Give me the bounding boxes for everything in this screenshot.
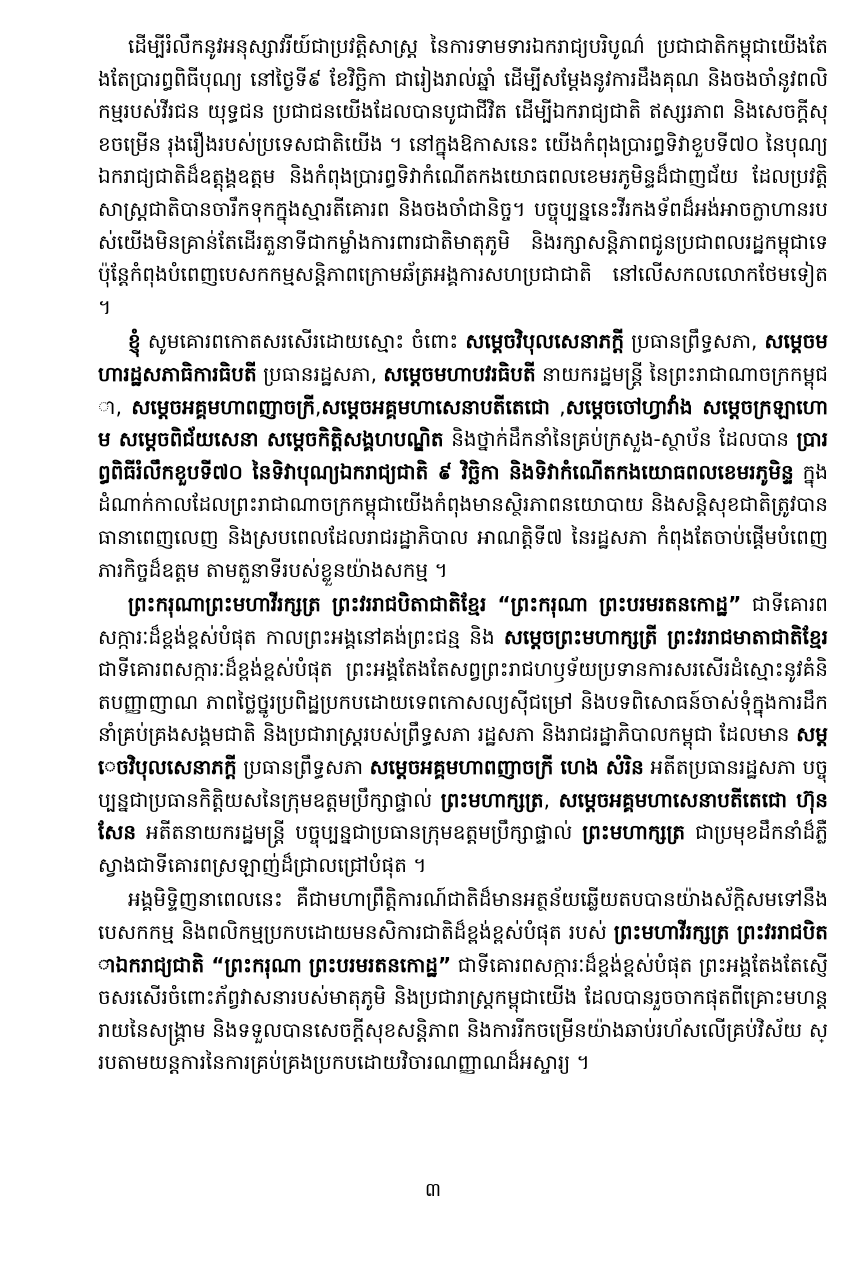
- text-segment: អង្គមិទ្ទិញនាពេលនេះ គឺជាមហាព្រឹត្តិការណ៍ជាតិដ៏មានអត្ថន័យឆ្លើយតបបានយ៉ាងស័ក្តិសមទៅនឹងបេសកកម្ម និងពលិកម្មប្រកបដោយមនសិការជាតិដ៏ខ្ពង់ខ្ពស់បំផុត របស់: [98, 887, 828, 945]
- text-segment: ជាទីគោរពសក្ការៈដ៏ខ្ពង់ខ្ពស់បំផុត កាលព្រះអង្គនៅគង់ព្រះជន្ម និង: [98, 592, 828, 649]
- text-segment: អតីតនាយករដ្ឋមន្ត្រី បច្ចុប្បន្នជាប្រធានក្រុមឧត្តមប្រឹក្សាផ្ទាល់: [136, 820, 583, 845]
- bold-text-segment: ព្រះករុណាព្រះមហាវីរក្សត្រ ព្រះវររាជបិតាជាតិខ្មែរ “ព្រះករុណា ព្រះបរមរតនកោដ្ឋ”: [128, 592, 742, 617]
- bold-text-segment: សម្តេចអគ្គមហាពញាចក្រី ហេង សំរិន: [369, 755, 644, 780]
- text-segment: ដើម្បីរំលឹកនូវអនុស្សាវរីយ៍ជាប្រវត្តិសាស្ត្រ នៃការទាមទារឯករាជ្យបរិបូណ៌ ប្រជាជាតិកម្ពុជាយើងតែងតែប្រារព្ធពិធីបុណ្យ នៅថ្ងៃទី៩ ខែវិច្ឆិកា ជារៀងរាល់ឆ្នាំ ដើម្បីសម្តែងនូវការដឹងគុណ និងចងចាំនូវពលិកម្មរបស់វីរជន យុទ្ធជន ប្រជាជនយើងដែលបានបូជាជីវិត ដើម្បីឯករាជ្យជាតិ ឥស្សរភាព និងសេចក្តីសុខចម្រើន រុងរឿងរបស់ប្រទេសជាតិយើង ។ នៅក្នុងឱកាសនេះ យើងកំពុងប្រារព្ធទិវាខួបទី៧០ នៃបុណ្យឯករាជ្យជាតិដ៏ឧត្តុង្គឧត្តម និងកំពុងប្រារព្ធទិវាកំណើតកងយោធពលខេមរភូមិន្ទដ៏ជាញជ័យ ដែលប្រវត្តិសាស្ត្រជាតិបានចារឹកទុកក្នុងស្មារតីគោរព និងចងចាំជានិច្ច។ បច្ចុប្បន្ននេះវីរកងទ័ពដ៏អង់អាចក្លាហានរបស់យើងមិនគ្រាន់តែដើរតួនាទីជាកម្លាំងការពារជាតិមាតុភូមិ និងរក្សាសន្តិភាពជូនប្រជាពលរដ្ឋកម្ពុជាទេ ប៉ុន្តែកំពុងបំពេញបេសកកម្មសន្តិភាពក្រោមឆ័ត្រអង្គការសហប្រជាជាតិ នៅលើសកលលោកថែមទៀត ។: [98, 34, 828, 319]
- bold-text-segment: សម្តេចចៅហ្វាវាំង សម្តេចក្រឡាហោម សម្តេចពិជ័យសេនា សម្តេចកិត្តិសង្គហបណ្ឌិត: [98, 394, 828, 452]
- text-segment: ក្នុងដំណាក់កាលដែលព្រះរាជាណាចក្រកម្ពុជាយើងកំពុងមានស្ថិរភាពនយោបាយ និងសន្តិសុខជាតិត្រូវបានធានាពេញលេញ និងស្របពេលដែលរាជរដ្ឋាភិបាល អាណត្តិទី៧ នៃរដ្ឋសភា កំពុងតែចាប់ផ្តើមបំពេញភារកិច្ចដ៏ឧត្តម តាមតួនាទីរបស់ខ្លួនយ៉ាងសកម្ម ។: [98, 459, 828, 582]
- bold-text-segment: សម្តេចអគ្គមហាសេនាបតីតេជោ ហ៊ុន សែន: [98, 787, 828, 845]
- bold-text-segment: ប្រារព្ធពិធីរំលឹកខួបទី៧០ នៃទិវាបុណ្យឯករាជ្យជាតិ ៩ វិច្ឆិកា និងទិវាកំណើតកងយោធពលខេមរភូមិន្ទ: [98, 427, 828, 484]
- bold-text-segment: សម្តេចព្រះមហាក្សត្រី ព្រះវររាជមាតាជាតិខ្មែរ: [503, 624, 828, 649]
- bold-text-segment: សម្តេចមហារដ្ឋសភាធិការធិបតី: [98, 329, 828, 386]
- page-number: ៣: [424, 1179, 442, 1201]
- text-segment: ,: [315, 394, 322, 419]
- bold-text-segment: សម្តេចវិបុលសេនាភក្តី: [465, 329, 625, 354]
- bold-text-segment: ព្រះមហាក្សត្រ: [440, 787, 544, 812]
- bold-text-segment: ព្រះមហាវីរក្សត្រ ព្រះវររាជបិតាឯករាជ្យជាតិ “ព្រះករុណា ព្រះបរមរតនកោដ្ឋ”: [98, 920, 828, 977]
- text-segment: ជាទីគោរពសក្ការៈដ៏ខ្ពង់ខ្ពស់បំផុត ព្រះអង្គតែងតែស្ញើចសរសើរចំពោះភ័ព្វវាសនារបស់មាតុភូមិ និងប្រជារាស្ត្រកម្ពុជាយើង ដែលបានរួចចាកផុតពីគ្រោះមហន្តរាយនៃសង្គ្រាម និងទទួលបានសេចក្តីសុខសន្តិភាព និងការរីកចម្រើនយ៉ាងឆាប់រហ័សលើគ្រប់វិស័យ ស្របតាមយន្តការនៃការគ្រប់គ្រងប្រកបដោយវិចារណញ្ញាណដ៏អស្ចារ្យ ។: [98, 952, 828, 1075]
- text-segment: ប្រធានព្រឹទ្ធសភា: [236, 755, 370, 780]
- bold-text-segment: សម្តេចអគ្គមហាពញាចក្រី: [131, 394, 316, 419]
- bold-text-segment: សម្តេចមហាបវរធិបតី: [383, 361, 536, 386]
- bold-text-segment: ព្រះមហាក្សត្រ: [582, 820, 686, 845]
- text-segment: ប្រធានព្រឹទ្ធសភា,: [624, 329, 765, 354]
- text-segment: ប្រធានរដ្ឋសភា,: [256, 361, 384, 386]
- paragraph-2: [98, 325, 828, 586]
- text-segment: ជាទីគោរពសក្ការៈដ៏ខ្ពង់ខ្ពស់បំផុត ព្រះអង្គតែងតែសព្វព្រះរាជហឫទ័យប្រទានការសរសើរដំស្មោះនូវគំនិតបញ្ញាញាណ ភាពថ្លៃថ្នូរប្រពិដ្ឋប្រកបដោយទេពកោសល្យស៊ីជម្រៅ និងបទពិសោធន៍ចាស់ទុំក្នុងការដឹកនាំគ្រប់គ្រងសង្គមជាតិ និងប្រជារាស្ត្ររបស់ព្រឹទ្ធសភា រដ្ឋសភា និងរាជរដ្ឋាភិបាលកម្ពុជា ដែលមាន: [98, 657, 828, 747]
- text-segment: ,: [543, 787, 559, 812]
- paragraph-4: [98, 883, 828, 1079]
- text-segment: នាយករដ្ឋមន្ត្រី នៃព្រះរាជាណាចក្រកម្ពុជា,: [98, 361, 828, 419]
- document-body: [98, 30, 828, 1160]
- text-segment: សូមគោរពកោតសរសើរដោយស្មោះ ចំពោះ: [140, 329, 466, 354]
- paragraph-1: [98, 30, 828, 323]
- text-segment: អតីតប្រធានរដ្ឋសភា បច្ចុប្បន្នជាប្រធានកិត្តិយសនៃក្រុមឧត្តមប្រឹក្សាផ្ទាល់: [98, 755, 828, 812]
- bold-text-segment: សម្តេចអគ្គមហាសេនាបតីតេជោ: [321, 394, 550, 419]
- text-segment: និងថ្នាក់ដឹកនាំនៃគ្រប់ក្រសួង-ស្ថាប័ន ដែលបាន: [443, 427, 797, 452]
- bold-text-segment: សម្តេចវិបុលសេនាភក្តី: [98, 722, 828, 780]
- text-segment: ជាប្រមុខដឹកនាំដ៏ភ្លឺស្វាងជាទីគោរពស្រឡាញ់ដ៏ជ្រាលជ្រៅបំផុត ។: [98, 820, 828, 877]
- text-segment: ,: [549, 394, 566, 419]
- paragraph-3: [98, 588, 828, 881]
- bold-text-segment: ខ្ញុំ: [128, 329, 141, 354]
